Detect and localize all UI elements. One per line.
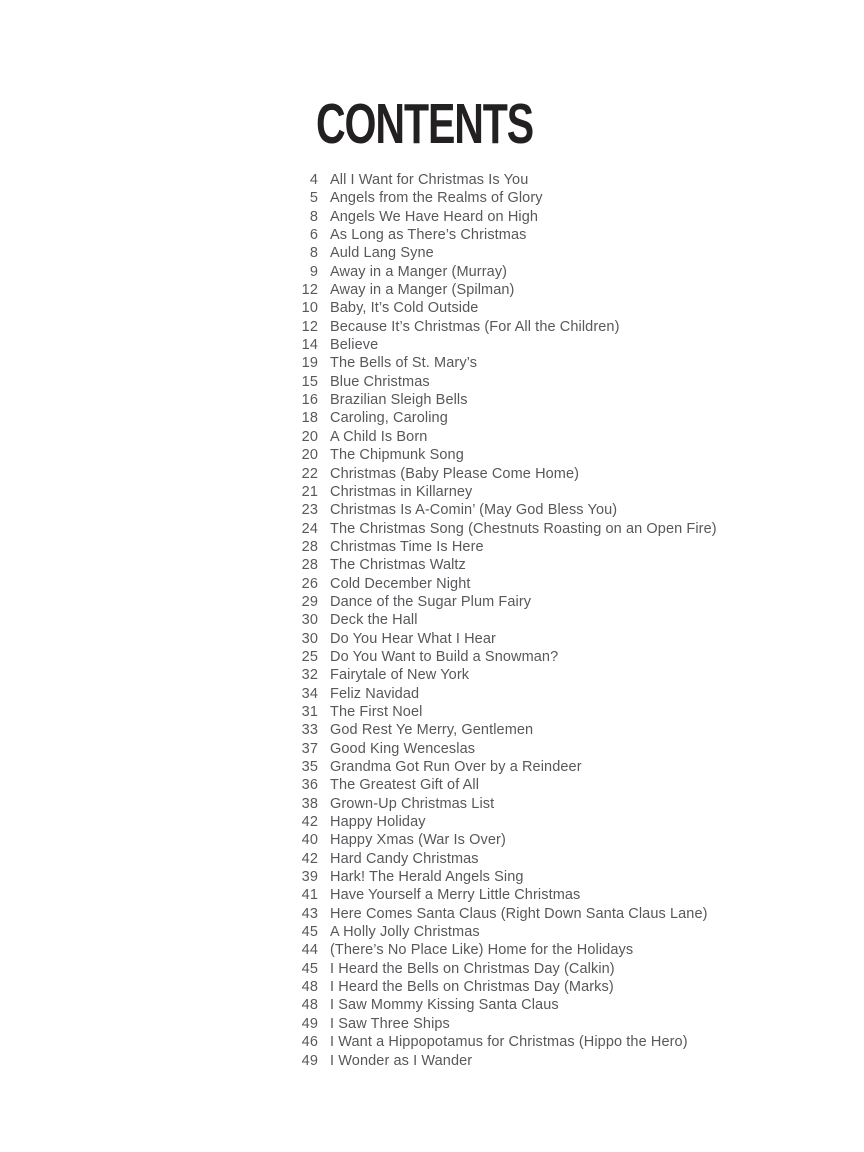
toc-entry xyxy=(284,795,844,813)
toc-entry-song-title: The First Noel xyxy=(330,703,423,720)
toc-entry-song-title: Happy Holiday xyxy=(330,814,426,831)
toc-entry xyxy=(284,685,844,703)
toc-entry-song-title: Cold December Night xyxy=(330,575,471,592)
toc-entry-song-title: Because It’s Christmas (For All the Children) xyxy=(330,318,620,335)
toc-entry xyxy=(284,923,844,941)
toc-entry-song-title: Happy Xmas (War Is Over) xyxy=(330,832,506,849)
toc-entry-song-title: I Wonder as I Wander xyxy=(330,1052,473,1069)
toc-entry xyxy=(284,336,844,354)
toc-entry xyxy=(284,226,844,244)
toc-entry xyxy=(284,373,844,391)
toc-entry-page-number: 45 xyxy=(301,960,318,977)
toc-entry xyxy=(284,299,844,317)
toc-entry-song-title: Auld Lang Syne xyxy=(330,245,434,262)
toc-entry-page-number: 19 xyxy=(301,355,318,372)
toc-entry-page-number: 10 xyxy=(301,300,318,317)
toc-entry-page-number: 30 xyxy=(301,612,318,629)
toc-entry-page-number: 28 xyxy=(301,557,318,574)
toc-entry-page-number: 26 xyxy=(301,575,318,592)
toc-entry-page-number: 48 xyxy=(301,997,318,1014)
page-title: CONTENTS xyxy=(316,92,534,156)
toc-entry xyxy=(284,941,844,959)
toc-entry-song-title: A Child Is Born xyxy=(330,428,428,445)
toc-entry-song-title: I Want a Hippopotamus for Christmas (Hippo the Hero) xyxy=(330,1034,688,1051)
toc-entry-page-number: 48 xyxy=(301,979,318,996)
toc-entry-page-number: 35 xyxy=(301,759,318,775)
toc-entry-song-title: Do You Want to Build a Snowman? xyxy=(330,648,559,665)
toc-entry-page-number: 49 xyxy=(301,1015,318,1032)
toc-entry-song-title: The Bells of St. Mary’s xyxy=(330,355,478,372)
toc-entry xyxy=(284,1015,844,1033)
toc-entry-page-number: 9 xyxy=(309,263,318,280)
toc-entry xyxy=(284,740,844,758)
toc-entry-song-title: Angels from the Realms of Glory xyxy=(330,190,543,207)
toc-entry-page-number: 38 xyxy=(301,795,318,812)
toc-entry-song-title: Caroling, Caroling xyxy=(330,410,448,427)
toc-entry-song-title: Baby, It’s Cold Outside xyxy=(330,300,479,317)
toc-entry xyxy=(284,850,844,868)
toc-entry-page-number: 8 xyxy=(309,245,318,262)
toc-entry xyxy=(284,721,844,739)
toc-entry-song-title: Away in a Manger (Spilman) xyxy=(330,282,515,299)
toc-entry xyxy=(284,575,844,593)
toc-entry-page-number: 22 xyxy=(301,465,318,482)
toc-entry-page-number: 20 xyxy=(301,428,318,445)
toc-entry xyxy=(284,281,844,299)
toc-entry xyxy=(284,409,844,427)
toc-entry-song-title: Christmas in Killarney xyxy=(330,483,473,500)
toc-list xyxy=(284,171,844,1070)
toc-entry-song-title: Blue Christmas xyxy=(330,373,430,390)
toc-entry-page-number: 49 xyxy=(301,1052,318,1069)
toc-entry-page-number: 45 xyxy=(301,924,318,941)
toc-entry-song-title: Away in a Manger (Murray) xyxy=(330,263,508,280)
toc-entry-song-title: Dance of the Sugar Plum Fairy xyxy=(330,593,532,610)
toc-entry-page-number: 23 xyxy=(301,502,318,519)
toc-entry-song-title: Fairytale of New York xyxy=(330,667,470,684)
toc-entry xyxy=(284,208,844,226)
toc-entry-song-title: I Saw Mommy Kissing Santa Claus xyxy=(330,997,559,1014)
toc-entry-page-number: 29 xyxy=(301,593,318,610)
toc-entry xyxy=(284,1052,844,1070)
toc-entry-page-number: 16 xyxy=(301,392,318,409)
toc-entry-song-title: As Long as There’s Christmas xyxy=(330,227,527,244)
toc-entry-song-title: Deck the Hall xyxy=(330,612,418,629)
toc-entry-page-number: 15 xyxy=(301,373,318,390)
toc-entry-page-number: 39 xyxy=(301,869,318,886)
toc-entry xyxy=(284,630,844,648)
toc-entry-page-number: 8 xyxy=(309,208,318,225)
toc-entry xyxy=(284,318,844,336)
toc-entry xyxy=(284,666,844,684)
toc-entry-page-number: 5 xyxy=(309,190,318,207)
toc-entry-song-title: The Christmas Song (Chestnuts Roasting on an Open Fire) xyxy=(330,520,717,537)
toc-entry-page-number: 42 xyxy=(301,850,318,867)
toc-entry-song-title: God Rest Ye Merry, Gentlemen xyxy=(330,722,534,739)
toc-entry-song-title: I Heard the Bells on Christmas Day (Marks) xyxy=(330,979,614,996)
toc-entry xyxy=(284,465,844,483)
toc-entry-page-number: 30 xyxy=(301,630,318,647)
toc-entry-page-number: 42 xyxy=(301,814,318,831)
toc-entry-song-title: Do You Hear What I Hear xyxy=(330,630,496,647)
toc-entry xyxy=(284,428,844,446)
toc-entry xyxy=(284,593,844,611)
toc-entry-song-title: All I Want for Christmas Is You xyxy=(330,172,529,188)
toc-entry-song-title: Christmas (Baby Please Come Home) xyxy=(330,465,580,482)
toc-entry xyxy=(284,831,844,849)
toc-entry xyxy=(284,446,844,464)
toc-entry xyxy=(284,703,844,721)
toc-entry-song-title: Hard Candy Christmas xyxy=(330,850,479,867)
toc-entry-page-number: 43 xyxy=(301,905,318,922)
toc-entry-page-number: 6 xyxy=(309,227,318,244)
toc-entry-page-number: 32 xyxy=(301,667,318,684)
toc-entry-song-title: The Greatest Gift of All xyxy=(330,777,480,794)
toc-entry-page-number: 44 xyxy=(301,942,318,959)
toc-entry-page-number: 18 xyxy=(301,410,318,427)
toc-entry xyxy=(284,520,844,538)
toc-entry-song-title: (There’s No Place Like) Home for the Holidays xyxy=(330,942,634,959)
toc-entry xyxy=(284,813,844,831)
toc-entry-page-number: 21 xyxy=(301,483,318,500)
toc-entry xyxy=(284,171,844,189)
toc-entry-song-title: I Saw Three Ships xyxy=(330,1015,450,1032)
toc-entry-song-title: Here Comes Santa Claus (Right Down Santa Claus Lane) xyxy=(330,905,708,922)
toc-entry xyxy=(284,1033,844,1051)
toc-entry-song-title: The Christmas Waltz xyxy=(330,557,466,574)
toc-entry-song-title: I Heard the Bells on Christmas Day (Calkin) xyxy=(330,960,615,977)
toc-entry-song-title: A Holly Jolly Christmas xyxy=(330,924,480,941)
toc-entry-song-title: Brazilian Sleigh Bells xyxy=(330,392,468,409)
toc-entry-page-number: 41 xyxy=(301,887,318,904)
toc-entry xyxy=(284,758,844,776)
toc-entry-page-number: 28 xyxy=(301,538,318,555)
toc-entry-song-title: Feliz Navidad xyxy=(330,685,420,702)
toc-entry xyxy=(284,189,844,207)
toc-entry-page-number: 4 xyxy=(309,172,318,188)
toc-entry-page-number: 20 xyxy=(301,447,318,464)
toc-entry-page-number: 36 xyxy=(301,777,318,794)
toc-entry-page-number: 46 xyxy=(301,1034,318,1051)
toc-entry xyxy=(284,244,844,262)
toc-entry-song-title: Christmas Time Is Here xyxy=(330,538,484,555)
toc-entry xyxy=(284,556,844,574)
toc-entry-page-number: 37 xyxy=(301,740,318,757)
toc-entry xyxy=(284,978,844,996)
toc-entry xyxy=(284,905,844,923)
toc-entry-page-number: 31 xyxy=(301,703,318,720)
toc-entry xyxy=(284,996,844,1014)
toc-entry-song-title: Good King Wenceslas xyxy=(330,740,476,757)
toc-entry-page-number: 24 xyxy=(301,520,318,537)
toc-entry-song-title: Christmas Is A-Comin’ (May God Bless You) xyxy=(330,502,618,519)
toc-entry-song-title: Angels We Have Heard on High xyxy=(330,208,539,225)
toc-entry-page-number: 12 xyxy=(301,282,318,299)
toc-entry-page-number: 14 xyxy=(301,337,318,354)
toc-entry xyxy=(284,354,844,372)
toc-entry xyxy=(284,960,844,978)
toc-entry-page-number: 12 xyxy=(301,318,318,335)
toc-entry xyxy=(284,501,844,519)
toc-entry-song-title: The Chipmunk Song xyxy=(330,447,464,464)
toc-entry-song-title: Grandma Got Run Over by a Reindeer xyxy=(330,759,582,775)
toc-entry-page-number: 40 xyxy=(301,832,318,849)
toc-entry xyxy=(284,886,844,904)
toc-entry xyxy=(284,483,844,501)
toc-entry-page-number: 25 xyxy=(301,648,318,665)
toc-entry-page-number: 33 xyxy=(301,722,318,739)
toc-entry xyxy=(284,391,844,409)
toc-entry xyxy=(284,263,844,281)
toc-entry xyxy=(284,776,844,794)
toc-entry-song-title: Hark! The Herald Angels Sing xyxy=(330,869,524,886)
toc-entry-song-title: Believe xyxy=(330,337,379,354)
toc-entry-page-number: 34 xyxy=(301,685,318,702)
toc-entry xyxy=(284,538,844,556)
toc-entry xyxy=(284,648,844,666)
toc-entry xyxy=(284,611,844,629)
toc-entry-song-title: Have Yourself a Merry Little Christmas xyxy=(330,887,581,904)
toc-entry xyxy=(284,868,844,886)
toc-entry-song-title: Grown-Up Christmas List xyxy=(330,795,495,812)
